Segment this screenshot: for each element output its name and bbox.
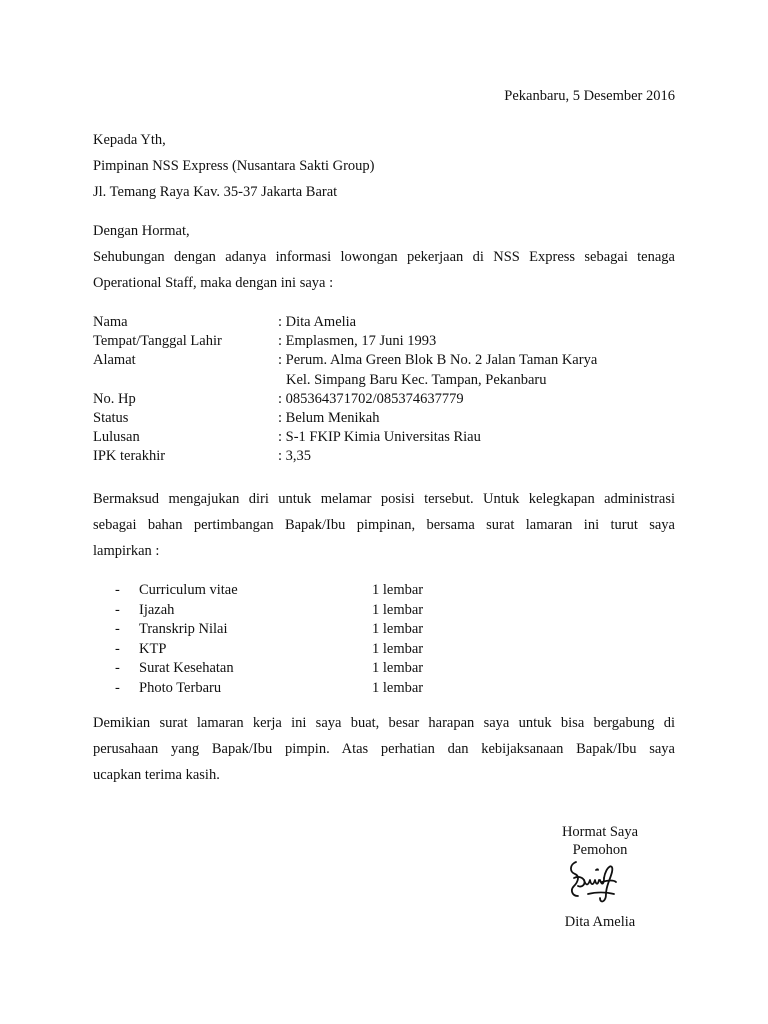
attachment-name: KTP: [139, 640, 167, 657]
signoff-regards: Hormat Saya: [561, 824, 639, 840]
list-bullet: -: [115, 582, 120, 598]
signoff-role: Pemohon: [572, 842, 628, 858]
detail-value: : Emplasmen, 17 Juni 1993: [278, 333, 437, 350]
list-bullet: -: [115, 679, 120, 696]
purpose-line-3: lampirkan :: [93, 543, 160, 559]
closing-line-3: ucapkan terima kasih.: [93, 767, 220, 783]
detail-label: IPK terakhir: [93, 448, 166, 465]
attachment-name: Surat Kesehatan: [139, 660, 234, 676]
detail-value: : Dita Amelia: [278, 314, 357, 330]
attachment-qty: 1 lembar: [372, 679, 424, 696]
attachment-name: Curriculum vitae: [139, 582, 238, 598]
signoff-block: [540, 823, 660, 859]
signoff-name: Dita Amelia: [564, 914, 636, 930]
attachment-qty: 1 lembar: [372, 640, 424, 657]
attachment-qty: 1 lembar: [372, 582, 424, 598]
detail-label: Status: [93, 409, 129, 426]
list-bullet: -: [115, 640, 120, 657]
attachment-name: Photo Terbaru: [139, 679, 222, 696]
purpose-paragraph: [93, 486, 675, 564]
detail-value: : Perum. Alma Green Blok B No. 2 Jalan Taman Karya: [278, 352, 598, 369]
list-bullet: -: [115, 601, 120, 618]
detail-value: : 085364371702/085374637779: [278, 390, 464, 407]
detail-label: No. Hp: [93, 390, 136, 407]
purpose-line-1: Bermaksud mengajukan diri untuk melamar posisi tersebut. Untuk kelegkapan administrasi: [93, 491, 675, 507]
recipient-salutation: Kepada Yth,: [93, 132, 166, 148]
attachment-name: Ijazah: [139, 601, 175, 618]
closing-line-2: perusahaan yang Bapak/Ibu pimpin. Atas perhatian dan kebijaksanaan Bapak/Ibu saya: [93, 741, 675, 757]
place-date: Pekanbaru, 5 Desember 2016: [504, 88, 675, 104]
detail-label: Alamat: [93, 352, 136, 369]
detail-label: Lulusan: [93, 429, 140, 446]
greeting: Dengan Hormat,: [93, 223, 190, 239]
detail-value: : 3,35: [278, 448, 312, 465]
list-bullet: -: [115, 660, 120, 676]
detail-value: : Belum Menikah: [278, 409, 380, 426]
detail-value-continuation: Kel. Simpang Baru Kec. Tampan, Pekanbaru: [286, 371, 547, 388]
detail-label: Tempat/Tanggal Lahir: [93, 333, 222, 350]
opening-paragraph: [93, 218, 675, 296]
recipient-address: Jl. Temang Raya Kav. 35-37 Jakarta Barat: [93, 184, 338, 200]
intro-line-1: Sehubungan dengan adanya informasi lowongan pekerjaan di NSS Express sebagai tenaga: [93, 249, 675, 265]
list-bullet: -: [115, 621, 120, 637]
attachment-qty: 1 lembar: [372, 660, 424, 676]
signoff-name-block: [540, 913, 660, 931]
intro-line-2: Operational Staff, maka dengan ini saya :: [93, 275, 334, 291]
handwritten-signature-icon: [566, 856, 620, 908]
detail-label: Nama: [93, 314, 128, 330]
closing-paragraph: [93, 710, 675, 788]
recipient-block: [93, 131, 375, 209]
attachment-qty: 1 lembar: [372, 621, 424, 637]
detail-value: : S-1 FKIP Kimia Universitas Riau: [278, 429, 481, 446]
attachment-qty: 1 lembar: [372, 601, 424, 618]
closing-line-1: Demikian surat lamaran kerja ini saya buat, besar harapan saya untuk bisa bergabung di: [93, 715, 675, 731]
attachment-name: Transkrip Nilai: [139, 621, 228, 637]
purpose-line-2: sebagai bahan pertimbangan Bapak/Ibu pimpinan, bersama surat lamaran ini turut saya: [93, 517, 675, 533]
recipient-name: Pimpinan NSS Express (Nusantara Sakti Group): [93, 158, 375, 174]
